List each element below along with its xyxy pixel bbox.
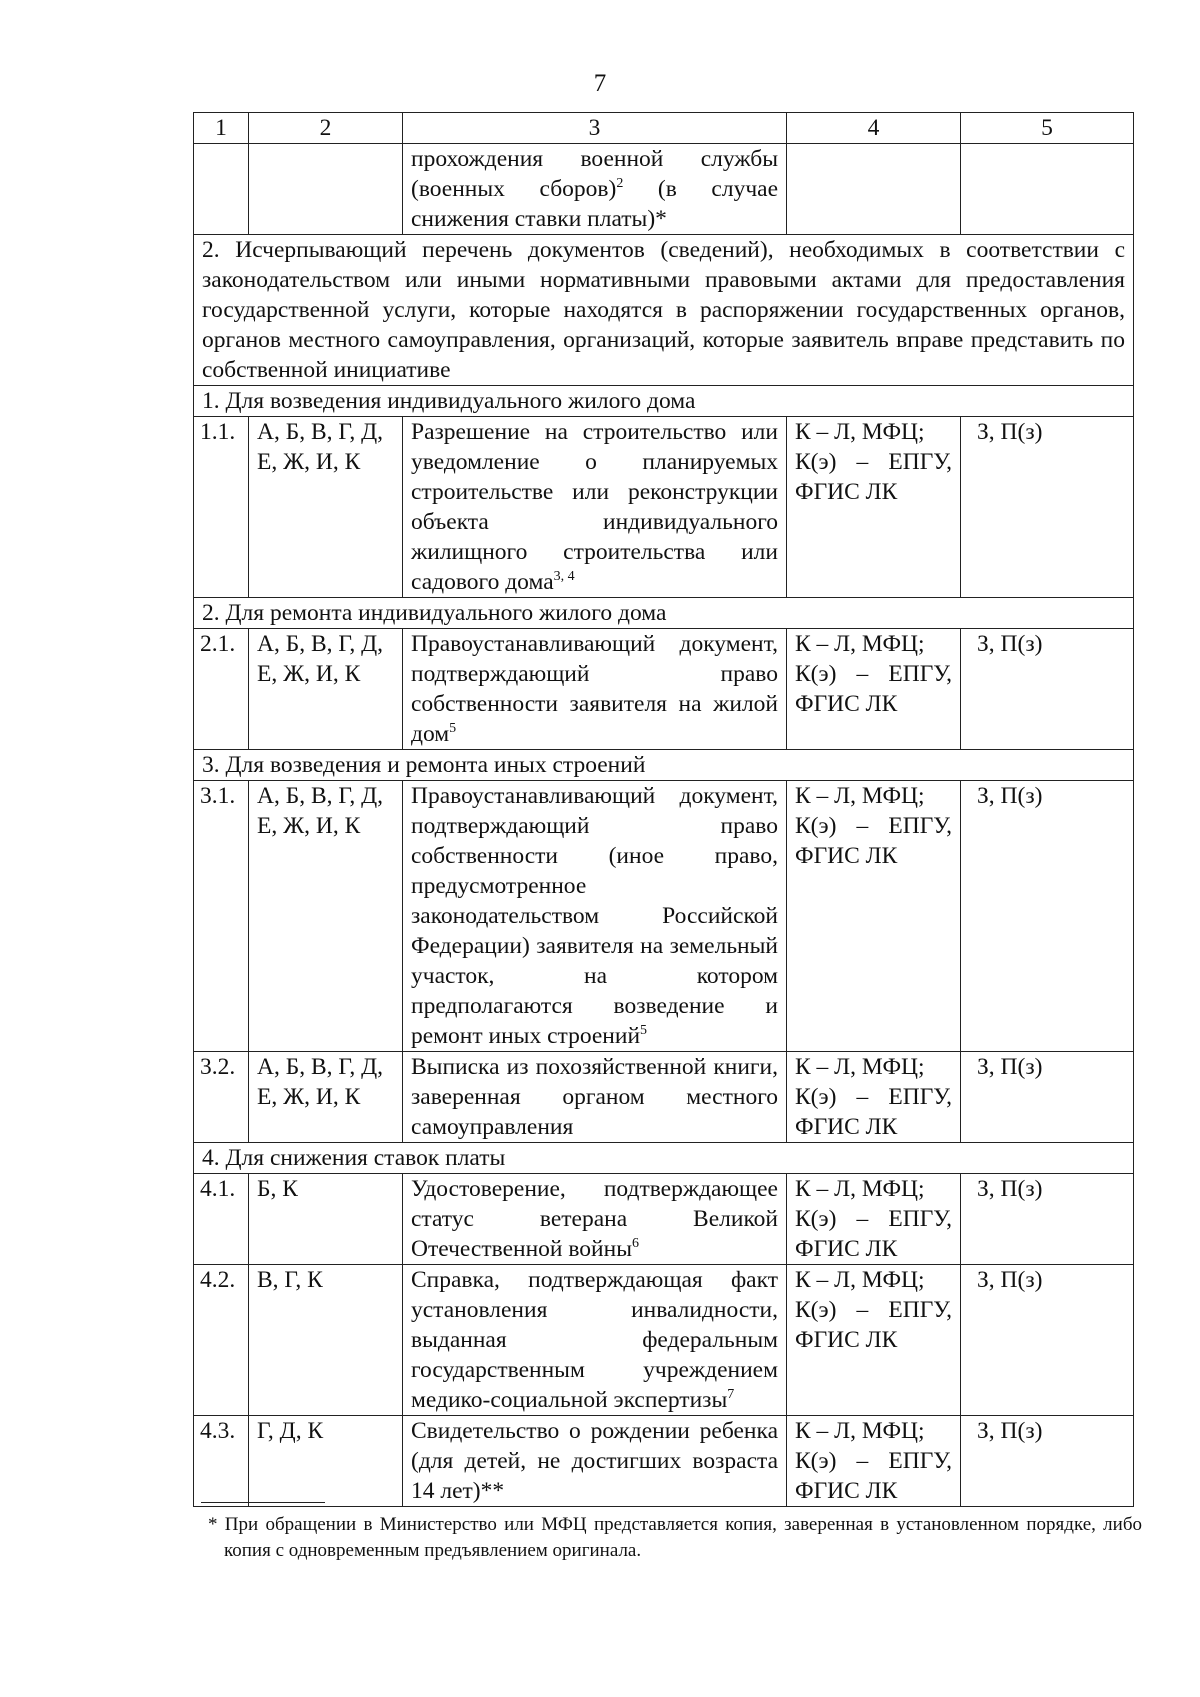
channel-line: ФГИС ЛК — [795, 479, 898, 505]
header-row — [194, 113, 1134, 144]
applicant-categories: А, Б, В, Г, Д, Е, Ж, И, К — [249, 1052, 403, 1143]
channel-line: К(э) – ЕПГУ, — [795, 449, 952, 475]
row-number: 4.3. — [194, 1416, 249, 1507]
empty-cell — [787, 144, 961, 235]
document-form: З, П(з) — [961, 781, 1134, 1052]
submission-channel — [787, 629, 961, 750]
intro-text: 2. Исчерпывающий перечень документов (сведений), необходимых в соответствии с законодательством или иными нормативными правовыми актами для предоставления государственной услуги, которые находятся в распоряжении государственных органов, органов местного самоуправления, организаций, которые заявитель вправе представить по собственной инициативе — [194, 235, 1134, 386]
header-cell: 5 — [961, 113, 1134, 144]
channel-line: К(э) – ЕПГУ, — [795, 1206, 952, 1232]
row-number: 2.1. — [194, 629, 249, 750]
applicant-categories: А, Б, В, Г, Д, Е, Ж, И, К — [249, 781, 403, 1052]
channel-line: К – Л, МФЦ; — [795, 1176, 925, 1202]
channel-line: К(э) – ЕПГУ, — [795, 661, 952, 687]
document-name: Удостоверение, подтверждающее статус ветерана Великой Отечественной войны — [411, 1176, 778, 1262]
page-number: 7 — [593, 70, 607, 97]
channel-line: К – Л, МФЦ; — [795, 1054, 925, 1080]
channel-line: К – Л, МФЦ; — [795, 1267, 925, 1293]
header-cell: 4 — [787, 113, 961, 144]
intro-row — [194, 235, 1134, 386]
section-title-row — [194, 1143, 1134, 1174]
document-form: З, П(з) — [961, 629, 1134, 750]
channel-line: ФГИС ЛК — [795, 1114, 898, 1140]
section-title: 4. Для снижения ставок платы — [194, 1143, 1134, 1174]
empty-cell — [249, 144, 403, 235]
section-title: 3. Для возведения и ремонта иных строений — [194, 750, 1134, 781]
document-name: Разрешение на строительство или уведомление о планируемых строительстве или реконструкции объекта индивидуального жилищного строительства или садового дома — [411, 419, 778, 595]
footnote-ref: 5 — [449, 721, 457, 737]
table-row — [194, 1265, 1134, 1416]
applicant-categories: А, Б, В, Г, Д, Е, Ж, И, К — [249, 417, 403, 598]
document-name: Правоустанавливающий документ, подтверждающий право собственности (иное право, предусмотренное законодательством Российской Федерации) заявителя на земельный участок, на котором предполагаются возведение и ремонт иных строений — [411, 783, 778, 1049]
channel-line: К – Л, МФЦ; — [795, 783, 925, 809]
channel-line: К(э) – ЕПГУ, — [795, 1084, 952, 1110]
footnote: * При обращении в Министерство или МФЦ представляется копия, заверенная в установленном порядке, либо копия с одновременным предъявлением оригинала. — [208, 1514, 1142, 1561]
footnote-ref: 7 — [727, 1387, 735, 1403]
document-form: З, П(з) — [961, 417, 1134, 598]
table-row — [194, 1416, 1134, 1507]
channel-line: К – Л, МФЦ; — [795, 631, 925, 657]
continuation-row — [194, 144, 1134, 235]
channel-line: ФГИС ЛК — [795, 1236, 898, 1262]
header-cell: 1 — [194, 113, 249, 144]
footnote-ref: 5 — [640, 1023, 648, 1039]
continuation-text: (в случае снижения ставки платы)* — [411, 176, 778, 232]
document-name: Правоустанавливающий документ, подтверждающий право собственности заявителя на жилой дом — [411, 631, 778, 747]
document-name-cell — [403, 629, 787, 750]
table-row — [194, 781, 1134, 1052]
applicant-categories: В, Г, К — [249, 1265, 403, 1416]
submission-channel — [787, 1265, 961, 1416]
section-title-row — [194, 750, 1134, 781]
submission-channel — [787, 781, 961, 1052]
submission-channel — [787, 1174, 961, 1265]
table-row — [194, 629, 1134, 750]
document-name-cell — [403, 1174, 787, 1265]
applicant-categories: А, Б, В, Г, Д, Е, Ж, И, К — [249, 629, 403, 750]
channel-line: ФГИС ЛК — [795, 843, 898, 869]
continuation-document-cell — [403, 144, 787, 235]
document-name: Свидетельство о рождении ребенка (для детей, не достигших возраста 14 лет)** — [411, 1418, 778, 1504]
row-number: 4.2. — [194, 1265, 249, 1416]
row-number: 4.1. — [194, 1174, 249, 1265]
document-form: З, П(з) — [961, 1265, 1134, 1416]
document-name-cell — [403, 1416, 787, 1507]
document-name-cell — [403, 781, 787, 1052]
document-name-cell — [403, 1265, 787, 1416]
header-cell: 2 — [249, 113, 403, 144]
section-title: 1. Для возведения индивидуального жилого дома — [194, 386, 1134, 417]
channel-line: К – Л, МФЦ; — [795, 419, 925, 445]
empty-cell — [194, 144, 249, 235]
table-row — [194, 1174, 1134, 1265]
document-form: З, П(з) — [961, 1416, 1134, 1507]
submission-channel — [787, 1416, 961, 1507]
submission-channel — [787, 417, 961, 598]
footnote-rule — [201, 1502, 325, 1503]
channel-line: К(э) – ЕПГУ, — [795, 1448, 952, 1474]
document-name: Справка, подтверждающая факт установления инвалидности, выданная федеральным государственным учреждением медико-социальной экспертизы — [411, 1267, 778, 1413]
continuation-text: прохождения военной службы (военных сборов) — [411, 146, 778, 202]
footnote-ref: 6 — [632, 1236, 639, 1252]
footnote-ref: 2 — [616, 176, 624, 192]
row-number: 3.2. — [194, 1052, 249, 1143]
table-row — [194, 1052, 1134, 1143]
document-form: З, П(з) — [961, 1052, 1134, 1143]
row-number: 3.1. — [194, 781, 249, 1052]
row-number: 1.1. — [194, 417, 249, 598]
document-name-cell — [403, 417, 787, 598]
empty-cell — [961, 144, 1134, 235]
channel-line: К(э) – ЕПГУ, — [795, 813, 952, 839]
channel-line: ФГИС ЛК — [795, 1478, 898, 1504]
channel-line: ФГИС ЛК — [795, 691, 898, 717]
document-name-cell — [403, 1052, 787, 1143]
submission-channel — [787, 1052, 961, 1143]
footnote-ref: 3, 4 — [553, 569, 575, 585]
header-cell: 3 — [403, 113, 787, 144]
document-name: Выписка из похозяйственной книги, заверенная органом местного самоуправления — [411, 1054, 778, 1140]
section-title-row — [194, 598, 1134, 629]
section-title-row — [194, 386, 1134, 417]
table-row — [194, 417, 1134, 598]
documents-table — [193, 112, 1134, 1507]
applicant-categories: Г, Д, К — [249, 1416, 403, 1507]
channel-line: ФГИС ЛК — [795, 1327, 898, 1353]
channel-line: К – Л, МФЦ; — [795, 1418, 925, 1444]
document-form: З, П(з) — [961, 1174, 1134, 1265]
section-title: 2. Для ремонта индивидуального жилого дома — [194, 598, 1134, 629]
channel-line: К(э) – ЕПГУ, — [795, 1297, 952, 1323]
applicant-categories: Б, К — [249, 1174, 403, 1265]
